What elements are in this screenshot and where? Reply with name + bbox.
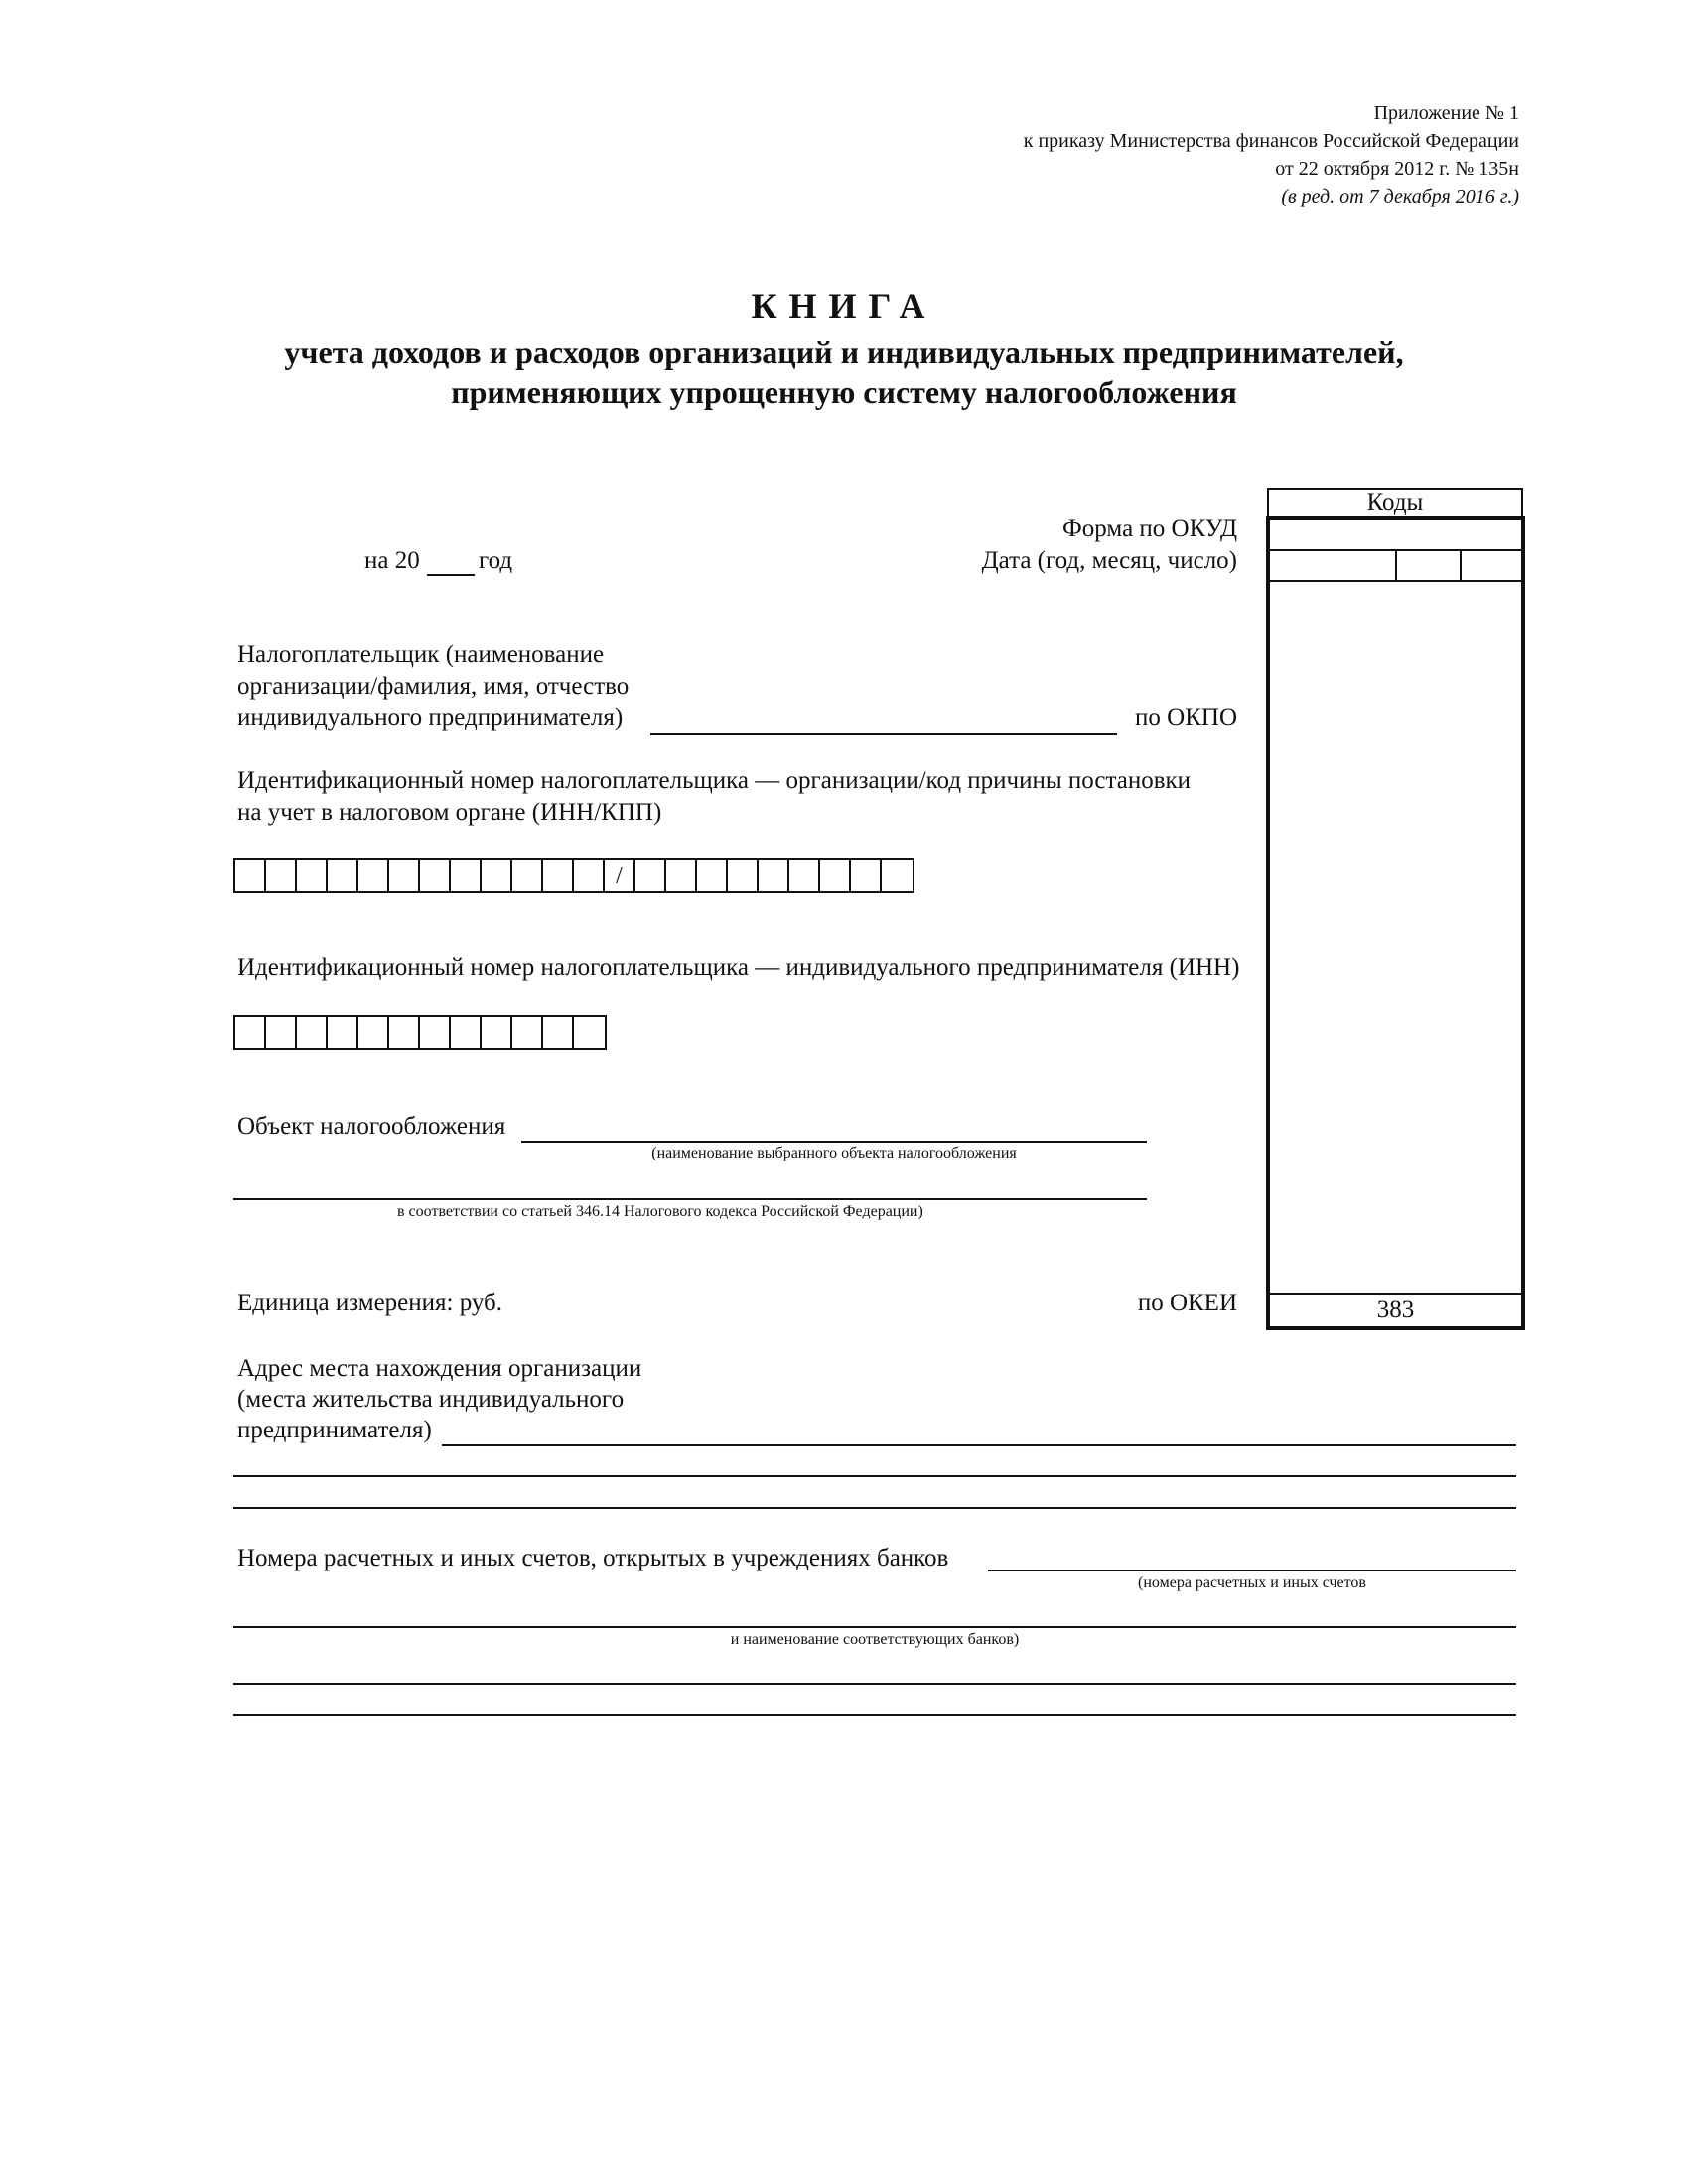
- document-title: КНИГА: [751, 286, 937, 326]
- taxpayer-label-line-3: индивидуального предпринимателя): [237, 704, 624, 731]
- inn-kpp-label-line-1: Идентификационный номер налогоплательщика — организации/код причины постановки: [237, 767, 1192, 794]
- appendix-line-2: к приказу Министерства финансов Российской Федерации: [1023, 130, 1519, 152]
- tax-object-field-2[interactable]: [233, 1198, 1147, 1200]
- tax-object-label: Объект налогообложения: [237, 1113, 506, 1140]
- inn-cell[interactable]: [266, 860, 297, 891]
- accounts-hint-2: и наименование соответствующих банков): [730, 1631, 1020, 1648]
- inn-ip-cell[interactable]: [328, 1017, 358, 1048]
- inn-kpp-separator: /: [605, 860, 635, 891]
- inn-ip-cell[interactable]: [420, 1017, 451, 1048]
- address-label-line-1: Адрес места нахождения организации: [237, 1355, 642, 1382]
- kpp-cell[interactable]: [666, 860, 697, 891]
- inn-ip-cell[interactable]: [543, 1017, 574, 1048]
- appendix-header: [1024, 99, 1519, 210]
- inn-cell[interactable]: [297, 860, 328, 891]
- kpp-cell[interactable]: [882, 860, 913, 891]
- accounts-label: Номера расчетных и иных счетов, открытых в учреждениях банков: [237, 1545, 949, 1571]
- kpp-cell[interactable]: [759, 860, 789, 891]
- inn-ip-label: Идентификационный номер налогоплательщика — индивидуального предпринимателя (ИНН): [237, 954, 1240, 981]
- inn-ip-cell[interactable]: [297, 1017, 328, 1048]
- inn-cell[interactable]: [328, 860, 358, 891]
- codes-box: [1266, 516, 1525, 1330]
- inn-cell[interactable]: [512, 860, 543, 891]
- kpp-cell[interactable]: [728, 860, 759, 891]
- tax-object-hint-2: в соответствии со статьей 346.14 Налогового кодекса Российской Федерации): [397, 1203, 923, 1220]
- address-field-1[interactable]: [442, 1444, 1516, 1446]
- inn-ip-cell[interactable]: [389, 1017, 420, 1048]
- inn-cell[interactable]: [420, 860, 451, 891]
- address-field-3[interactable]: [233, 1507, 1516, 1509]
- okei-label: по ОКЕИ: [1137, 1290, 1237, 1316]
- codes-date-cell-divider-2: [1460, 549, 1462, 580]
- inn-ip-cell[interactable]: [512, 1017, 543, 1048]
- codes-date-divider: [1270, 580, 1521, 582]
- accounts-hint-1: (номера расчетных и иных счетов: [1138, 1574, 1366, 1591]
- tax-object-hint-1: (наименование выбранного объекта налогообложения: [651, 1145, 1017, 1161]
- inn-ip-cell[interactable]: [574, 1017, 605, 1048]
- kpp-cell[interactable]: [820, 860, 851, 891]
- accounts-field-2[interactable]: [233, 1626, 1516, 1628]
- inn-ip-cell[interactable]: [482, 1017, 512, 1048]
- document-subtitle-line-2: применяющих упрощенную систему налогообложения: [451, 374, 1237, 410]
- codes-okei-divider: [1270, 1293, 1521, 1295]
- okud-label: Форма по ОКУД: [1062, 515, 1237, 542]
- okei-code-value[interactable]: 383: [1376, 1297, 1415, 1323]
- inn-ip-cell[interactable]: [358, 1017, 389, 1048]
- address-field-2[interactable]: [233, 1475, 1516, 1477]
- kpp-cell[interactable]: [789, 860, 820, 891]
- inn-ip-cell[interactable]: [266, 1017, 297, 1048]
- address-label-line-3: предпринимателя): [237, 1417, 432, 1443]
- appendix-line-4: (в ред. от 7 декабря 2016 г.): [1281, 186, 1519, 207]
- address-label-line-2: (места жительства индивидуального: [237, 1386, 625, 1413]
- taxpayer-label-line-2: организации/фамилия, имя, отчество: [237, 673, 630, 700]
- codes-date-cell-divider-1: [1395, 549, 1397, 580]
- appendix-line-1: Приложение № 1: [1373, 102, 1519, 124]
- kpp-cell[interactable]: [635, 860, 666, 891]
- inn-kpp-label-line-2: на учет в налоговом органе (ИНН/КПП): [237, 799, 662, 826]
- inn-ip-cell[interactable]: [235, 1017, 266, 1048]
- inn-ip-cell[interactable]: [451, 1017, 482, 1048]
- inn-cell[interactable]: [451, 860, 482, 891]
- kpp-cell[interactable]: [697, 860, 728, 891]
- inn-cell[interactable]: [358, 860, 389, 891]
- okpo-label: по ОКПО: [1135, 704, 1237, 731]
- inn-kpp-cells[interactable]: [233, 858, 914, 893]
- inn-cell[interactable]: [543, 860, 574, 891]
- appendix-line-3: от 22 октября 2012 г. № 135н: [1275, 158, 1519, 180]
- accounts-field-4[interactable]: [233, 1714, 1516, 1716]
- inn-cell[interactable]: [389, 860, 420, 891]
- inn-ip-cells[interactable]: [233, 1015, 607, 1050]
- document-subtitle-line-1: учета доходов и расходов организаций и индивидуальных предпринимателей,: [284, 335, 1404, 370]
- unit-label: Единица измерения: руб.: [237, 1290, 503, 1316]
- inn-cell[interactable]: [574, 860, 605, 891]
- codes-header: Коды: [1267, 488, 1523, 518]
- inn-cell[interactable]: [482, 860, 512, 891]
- inn-cell[interactable]: [235, 860, 266, 891]
- taxpayer-label-line-1: Налогоплательщик (наименование: [237, 641, 605, 668]
- year-suffix: год: [479, 547, 513, 574]
- kpp-cell[interactable]: [851, 860, 882, 891]
- tax-object-field[interactable]: [521, 1141, 1147, 1143]
- year-input-line[interactable]: [427, 574, 475, 576]
- accounts-field-1[interactable]: [988, 1570, 1516, 1571]
- taxpayer-name-field[interactable]: [650, 733, 1117, 735]
- date-label: Дата (год, месяц, число): [981, 547, 1237, 574]
- accounts-field-3[interactable]: [233, 1683, 1516, 1685]
- year-prefix: на 20: [364, 547, 420, 574]
